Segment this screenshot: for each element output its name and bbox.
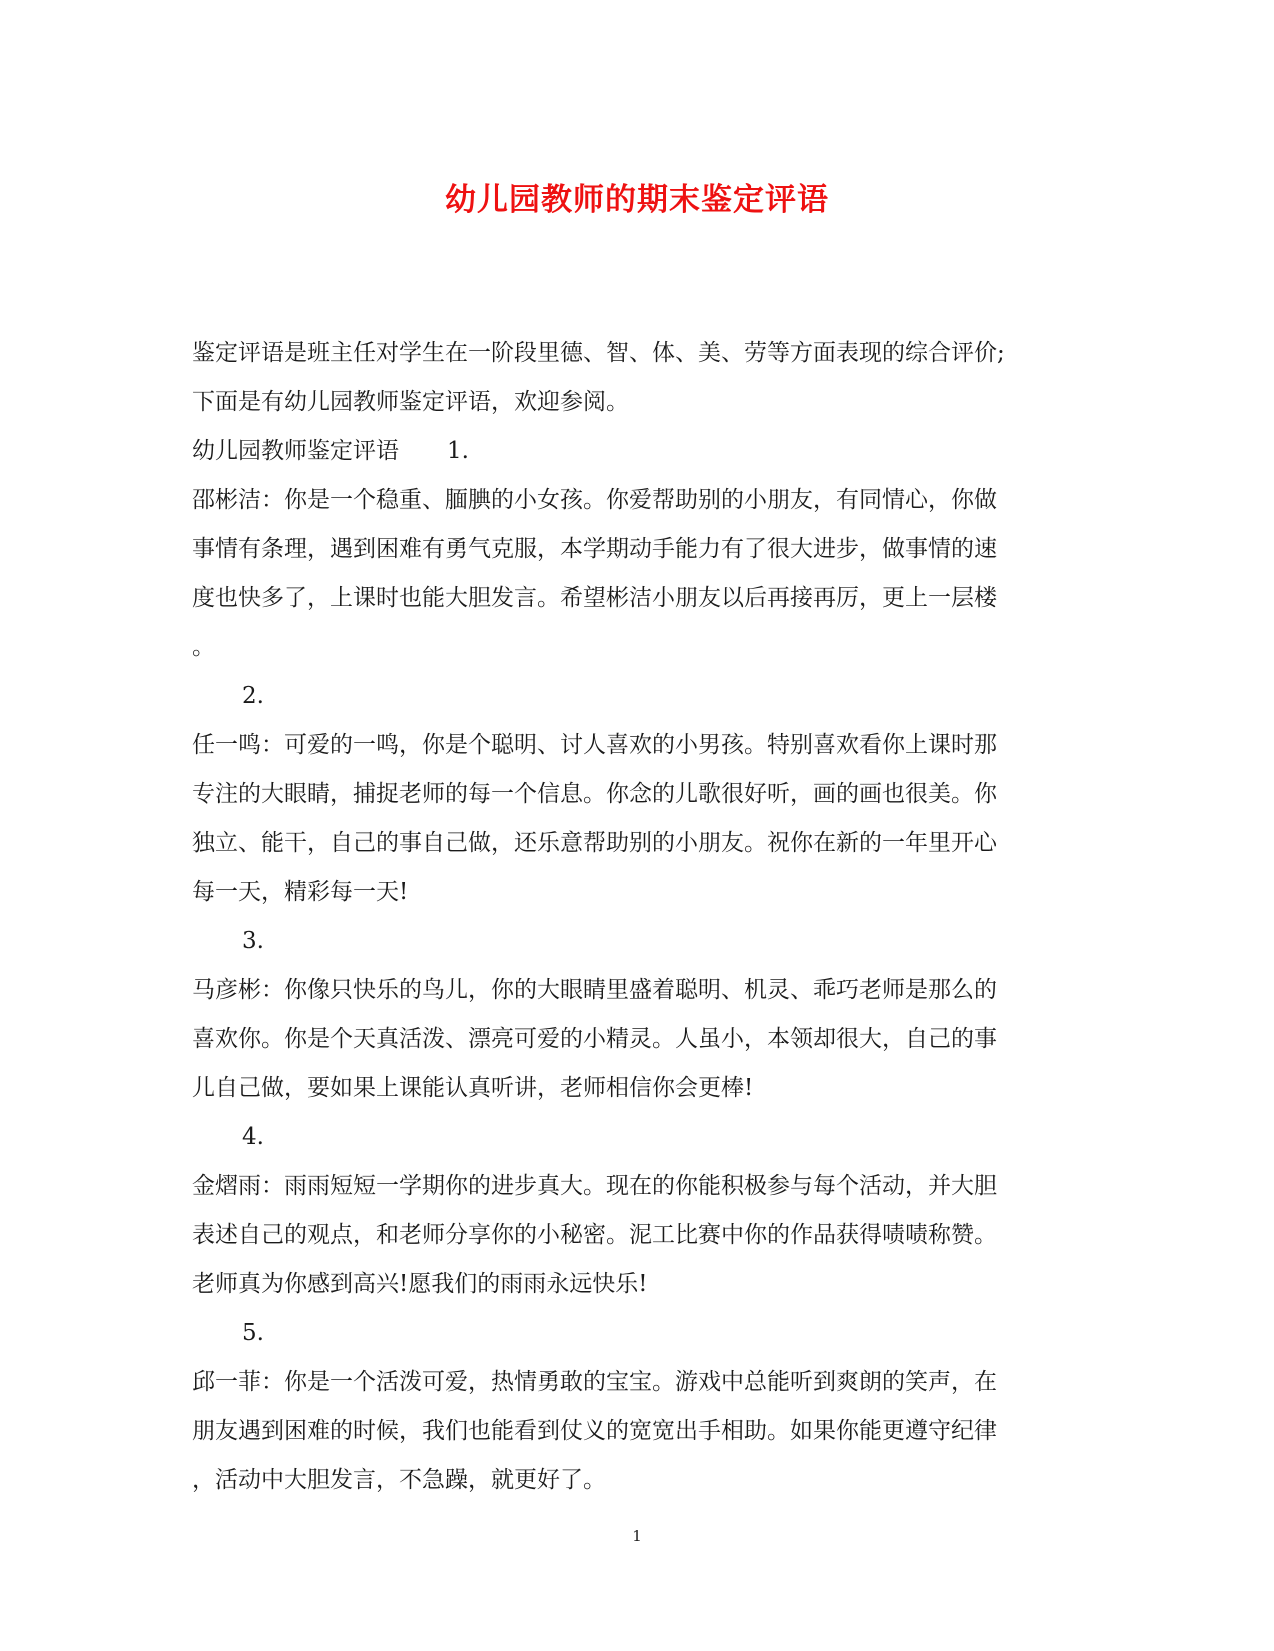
page-number: 1 [632, 1527, 642, 1545]
document-body [192, 329, 1082, 1505]
document-title: 幼儿园教师的期末鉴定评语 [445, 182, 829, 218]
entry-number: 5. [242, 1320, 264, 1346]
entry-line: 每一天，精彩每一天! [192, 879, 409, 905]
entry-line: 邱一菲：你是一个活泼可爱，热情勇敢的宝宝。游戏中总能听到爽朗的笑声，在 [192, 1369, 997, 1395]
entry-line: 事情有条理，遇到困难有勇气克服，本学期动手能力有了很大进步，做事情的速 [192, 536, 997, 562]
entry-line: 儿自己做，要如果上课能认真听讲，老师相信你会更棒! [192, 1075, 754, 1101]
section-heading-number: 1. [447, 438, 469, 464]
evaluation-entry [192, 1113, 1082, 1309]
entry-line: 独立、能干，自己的事自己做，还乐意帮助别的小朋友。祝你在新的一年里开心 [192, 830, 997, 856]
entry-number: 2. [242, 683, 264, 709]
evaluation-entry [192, 917, 1082, 1113]
entry-line: 任一鸣：可爱的一鸣，你是个聪明、讨人喜欢的小男孩。特别喜欢看你上课时那 [192, 732, 997, 758]
entry-line: 。 [192, 634, 215, 660]
entry-line: 表述自己的观点，和老师分享你的小秘密。泥工比赛中你的作品获得啧啧称赞。 [192, 1222, 997, 1248]
entry-line: 邵彬洁：你是一个稳重、腼腆的小女孩。你爱帮助别的小朋友，有同情心，你做 [192, 487, 997, 513]
intro-line: 下面是有幼儿园教师鉴定评语，欢迎参阅。 [192, 389, 629, 415]
entry-line: 金熠雨：雨雨短短一学期你的进步真大。现在的你能积极参与每个活动，并大胆 [192, 1173, 997, 1199]
entry-line: ，活动中大胆发言，不急躁，就更好了。 [192, 1467, 606, 1493]
entry-line: 度也快多了，上课时也能大胆发言。希望彬洁小朋友以后再接再厉，更上一层楼 [192, 585, 997, 611]
section-heading-label: 幼儿园教师鉴定评语 [192, 438, 399, 464]
entry-line: 朋友遇到困难的时候，我们也能看到仗义的宽宽出手相助。如果你能更遵守纪律 [192, 1418, 997, 1444]
entry-line: 老师真为你感到高兴!愿我们的雨雨永远快乐! [192, 1271, 648, 1297]
intro-line: 鉴定评语是班主任对学生在一阶段里德、智、体、美、劳等方面表现的综合评价; [192, 340, 1005, 366]
entry-number: 3. [242, 928, 264, 954]
entry-line: 马彦彬：你像只快乐的鸟儿，你的大眼睛里盛着聪明、机灵、乖巧老师是那么的 [192, 977, 997, 1003]
entry-line: 喜欢你。你是个天真活泼、漂亮可爱的小精灵。人虽小，本领却很大，自己的事 [192, 1026, 997, 1052]
section-heading [192, 427, 1082, 476]
entry-number: 4. [242, 1124, 264, 1150]
evaluation-entry [192, 476, 1082, 672]
entry-line: 专注的大眼睛，捕捉老师的每一个信息。你念的儿歌很好听，画的画也很美。你 [192, 781, 997, 807]
evaluation-entry [192, 672, 1082, 917]
evaluation-entry [192, 1309, 1082, 1505]
